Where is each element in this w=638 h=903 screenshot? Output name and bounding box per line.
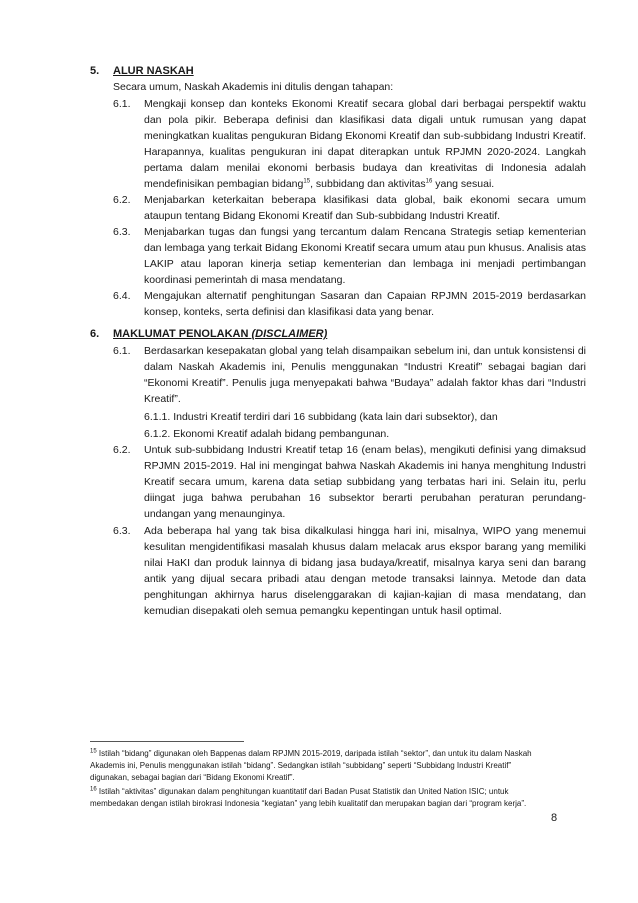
page-number: 8 [551,812,558,824]
s6-item-2-line: RPJMN 2015-2019. Hal ini mengingat bahwa Naskah Akademis ini hanya menghitung Industri [144,460,586,472]
footnote-15 [90,748,532,760]
s6-item-1-line: Berdasarkan kesepakatan global yang telah disampaikan sebelum ini, dan untuk konsistensi di [144,345,586,357]
s5-item-1-number: 6.1. [113,98,131,110]
footnote-16 [90,786,509,798]
s5-item-1-line: dan pola pikir. Beberapa definisi dan klasifikasi data digali untuk rumusan yang dapat [144,114,586,126]
s5-item-1-text-b: , subbidang dan aktivitas [310,178,426,190]
s6-item-2-line: diingat juga bahwa perubahan 16 subsektor berarti perubahan peraturan perundang- [144,492,586,504]
section-6-title-italic: (DISCLAIMER) [251,328,328,340]
s6-item-3-line: antik yang dijual secara pribadi atau dengan metode transaksi lainnya. Metode dan data [144,573,586,585]
section-6-number: 6. [90,328,100,340]
s5-item-1-line: Harapannya, kualitas pengukuran ini dapat diterapkan untuk RPJMN 2020-2024. Langkah [144,146,586,158]
s5-item-1-text-c: yang sesuai. [432,178,495,190]
s6-item-2-number: 6.2. [113,444,131,456]
s5-item-1-line: Mengkaji konsep dan konteks Ekonomi Kreatif secara global dari berbagai perspektif waktu [144,98,586,110]
s5-item-4-line: konsep, konteks, serta definisi dan klasifikasi data yang benar. [144,306,435,318]
section-5-intro: Secara umum, Naskah Akademis ini ditulis dengan tahapan: [113,81,394,93]
s6-item-2-line: undangan yang menaunginya. [144,508,286,520]
s5-item-1-text-a: mendefinisikan pembagian bidang [144,178,304,190]
section-5-title: ALUR NASKAH [113,65,194,77]
s5-item-2-number: 6.2. [113,194,131,206]
s5-item-4-number: 6.4. [113,290,131,302]
footnote-15-marker: 15 [90,748,97,755]
s5-item-2-line: ataupun tentang Bidang Ekonomi Kreatif dan Sub-subbidang Industri Kreatif. [144,210,501,222]
footnote-15-line: Akademis ini, Penulis menggunakan istilah “bidang”. Sedangkan istilah “subbidang” seperti “Subbidang Industri Kreatif” [90,761,512,770]
s5-item-1-last-line [144,177,494,191]
footnote-15-line: Istilah “bidang” digunakan oleh Bappenas dalam RPJMN 2015-2019, daripada istilah “sektor”, dan untuk itu dalam Naskah [98,749,532,758]
s6-item-2-line: Untuk sub-subbidang Industri Kreatif tetap 16 (enam belas), mengikuti definisi yang dimaksud [144,444,586,456]
footnote-15-line: digunakan, sebagai bagian dari “Bidang Ekonomi Kreatif”. [90,773,295,782]
s5-item-2-line: Menjabarkan keterkaitan beberapa klasifikasi data global, baik ekonomi secara umum [144,194,586,206]
s6-item-1-line: Kreatif”. [144,393,181,405]
s6-item-3-line: penghitungan akhirnya harus diselenggarakan di kajian-kajian di masa mendatang, dan [144,589,586,601]
footnote-divider [90,741,244,742]
s6-item-3-line: nilai HaKI dan produk lainnya di bidang jasa budaya/kreatif, misalnya karya seni dan barang [144,557,586,569]
footnote-16-marker: 16 [90,786,97,793]
s5-item-4-line: Mengajukan alternatif penghitungan Sasaran dan Capaian RPJMN 2015-2019 berdasarkan [144,290,586,302]
section-6-title [113,327,327,341]
s6-item-3-line: kemudian disepakati oleh semua pemangku kepentingan untuk hasil optimal. [144,605,502,617]
footnote-16-line: Istilah “aktivitas” digunakan dalam penghitungan kuantitatif dari Badan Pusat Statistik dan United Nation ISIC; untuk [98,787,509,796]
s5-item-3-line: LAKIP atau laporan kinerja setiap kementerian dan lembaga ini menjadi pertimbangan [144,258,586,270]
s6-item-1-sub-1: 6.1.1. Industri Kreatif terdiri dari 16 subbidang (kata lain dari subsektor), dan [144,411,498,423]
s6-item-1-number: 6.1. [113,345,131,357]
footnote-ref-15[interactable]: 15 [303,178,311,185]
s6-item-2-line: Kreatif secara umum, karena data setiap subbidang yang terbatas hari ini. Selain itu, perlu [144,476,586,488]
footnote-ref-16[interactable]: 16 [425,178,433,185]
s6-item-1-line: “Ekonomi Kreatif”. Penulis juga menyepakati bahwa “Budaya” adalah faktor khas dari “Industri [144,377,586,389]
s6-item-3-number: 6.3. [113,525,131,537]
s5-item-1-line: pertama dalam menilai ekonomi berbasis budaya dan kreativitas di Indonesia adalah [144,162,586,174]
s5-item-3-line: Menjabarkan tugas dan fungsi yang tercantum dalam Rencana Strategis setiap kementerian [144,226,586,238]
footnote-16-line: membedakan dengan istilah birokrasi Indonesia “kegiatan” yang lebih kualitatif dan merupakan bagian dari “program kerja”. [90,799,527,808]
section-6-title-main: MAKLUMAT PENOLAKAN [113,328,249,340]
s5-item-3-number: 6.3. [113,226,131,238]
s5-item-1-line: meningkatkan kualitas pengukuran Bidang Ekonomi Kreatif dan sub-subbidang Industri Kreatif. [144,130,586,142]
s5-item-3-line: koordinasi pemerintah di masa mendatang. [144,274,346,286]
s6-item-3-line: Ada beberapa hal yang tak bisa dikalkulasi hingga hari ini, misalnya, WIPO yang menemui [144,525,586,537]
s6-item-1-line: dalam Naskah Akademis ini, Penulis menggunakan “Industri Kreatif” sebagai bagian dari [144,361,586,373]
s6-item-1-sub-2: 6.1.2. Ekonomi Kreatif adalah bidang pembangunan. [144,428,390,440]
s6-item-3-line: kesulitan mengidentifikasi masalah khusus dalam melacak arus ekspor barang yang memiliki [144,541,586,553]
s5-item-3-line: dan lembaga yang terkait Bidang Ekonomi Kreatif secara umum atau pun khusus. Analisis atas [144,242,586,254]
section-5-number: 5. [90,65,100,77]
